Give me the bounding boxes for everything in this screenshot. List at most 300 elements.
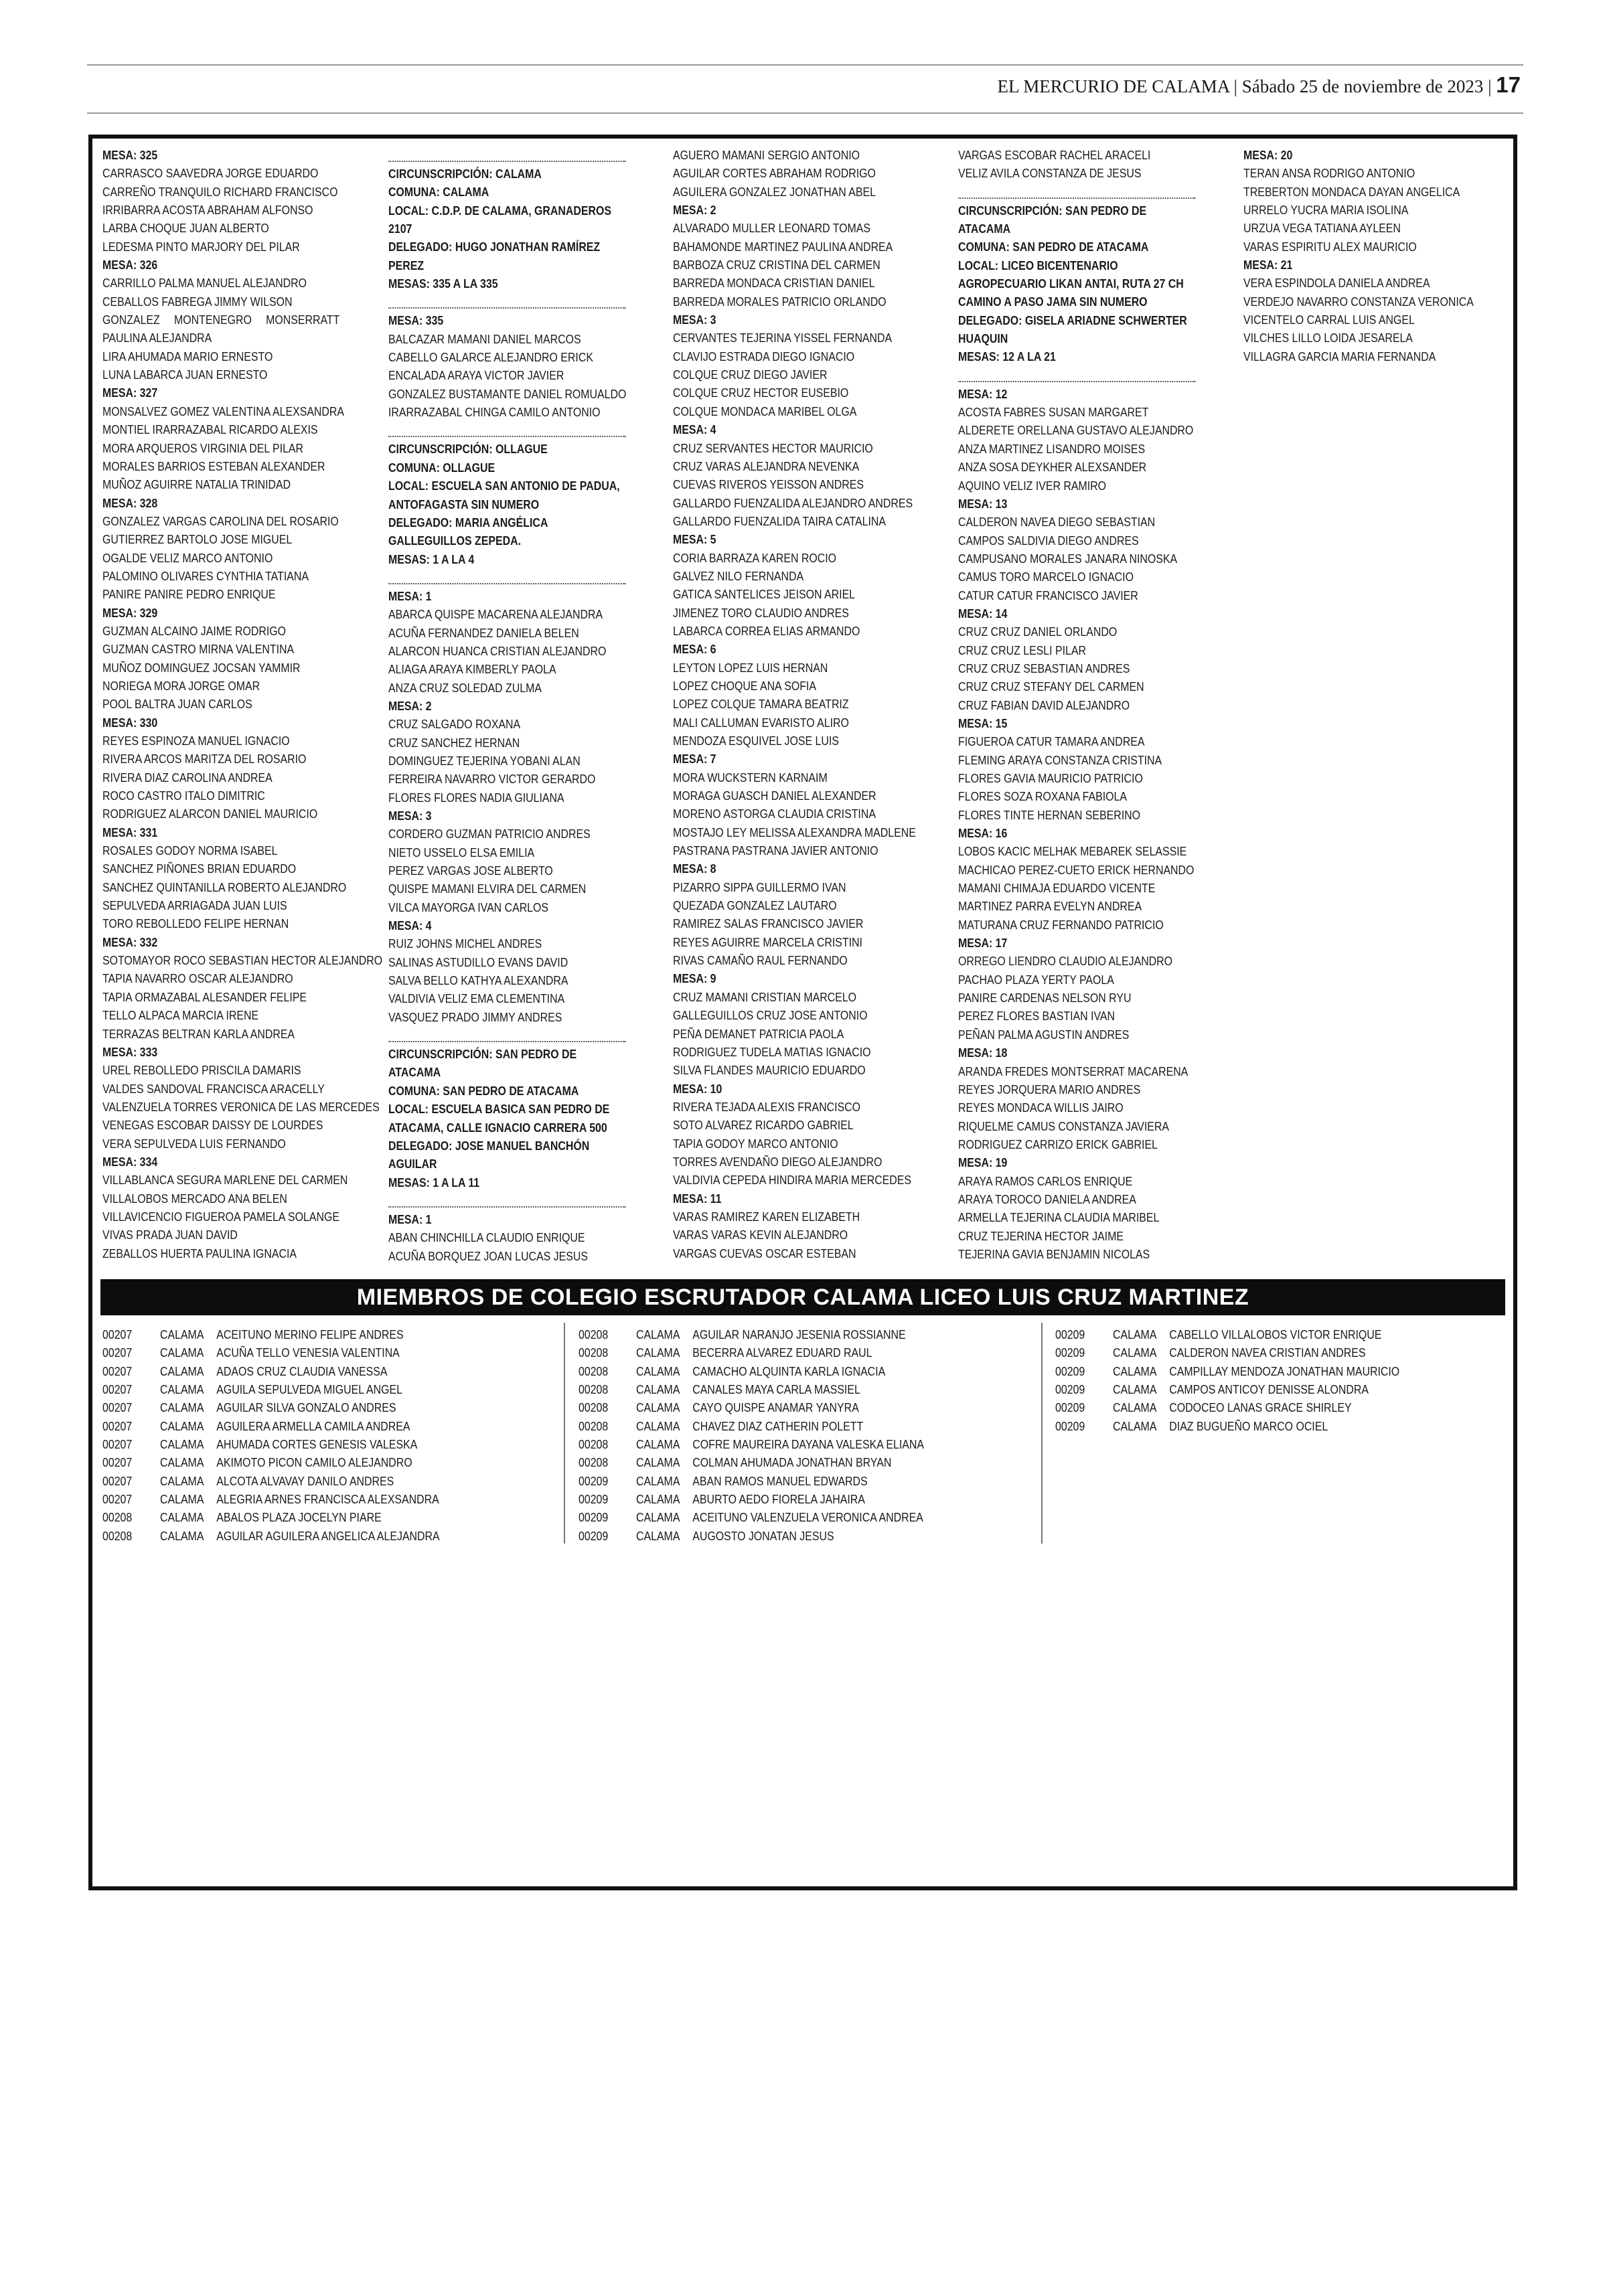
- member-name: AGUILAR SILVA GONZALO ANDRES: [216, 1400, 396, 1415]
- section-heading: COMUNA: OLLAGUE: [388, 460, 495, 475]
- section-heading: MESA: 327: [102, 386, 158, 400]
- voter-name: VENEGAS ESCOBAR DAISSY DE LOURDES: [102, 1118, 323, 1133]
- section-heading: MESA: 20: [1243, 148, 1293, 162]
- member-row: [579, 1417, 924, 1435]
- section-heading: MESA: 11: [673, 1191, 722, 1206]
- member-code: 00208: [579, 1455, 609, 1470]
- voter-name: RIVERA ARCOS MARITZA DEL ROSARIO: [102, 752, 307, 766]
- polling-list-column-5: [1243, 146, 1480, 365]
- voter-name: MACHICAO PEREZ-CUETO ERICK HERNANDO: [958, 862, 1195, 877]
- voter-name: MENDOZA ESQUIVEL JOSE LUIS: [673, 734, 839, 748]
- voter-name: LOPEZ CHOQUE ANA SOFIA: [673, 678, 816, 693]
- voter-name: BARREDA MORALES PATRICIO ORLANDO: [673, 294, 887, 309]
- voter-name: AGUERO MAMANI SERGIO ANTONIO: [673, 148, 860, 162]
- voter-name: REYES AGUIRRE MARCELA CRISTINI: [673, 934, 862, 949]
- voter-name: ALDERETE ORELLANA GUSTAVO ALEJANDRO: [958, 423, 1194, 438]
- voter-name: FLORES GAVIA MAURICIO PATRICIO: [958, 771, 1143, 785]
- voter-name: PANIRE PANIRE PEDRO ENRIQUE: [102, 587, 276, 602]
- member-row: [579, 1325, 924, 1343]
- members-divider: [564, 1323, 565, 1544]
- voter-name: ABAN CHINCHILLA CLAUDIO ENRIQUE: [388, 1230, 585, 1245]
- member-name: ABURTO AEDO FIORELA JAHAIRA: [692, 1492, 865, 1507]
- voter-name: ARAYA TOROCO DANIELA ANDREA: [958, 1192, 1136, 1206]
- voter-name: CALDERON NAVEA DIEGO SEBASTIAN: [958, 515, 1156, 529]
- section-heading: MESA: 16: [958, 826, 1008, 841]
- voter-name: GALVEZ NILO FERNANDA: [673, 568, 804, 583]
- voter-name: MALI CALLUMAN EVARISTO ALIRO: [673, 715, 849, 730]
- voter-name: BARREDA MONDACA CRISTIAN DANIEL: [673, 276, 875, 291]
- member-row: [102, 1343, 440, 1362]
- voter-name: REYES MONDACA WILLIS JAIRO: [958, 1100, 1124, 1115]
- voter-name: RIVERA DIAZ CAROLINA ANDREA: [102, 770, 273, 785]
- member-code: 00209: [579, 1492, 609, 1507]
- section-heading: MESA: 325: [102, 148, 158, 162]
- voter-name: URZUA VEGA TATIANA AYLEEN: [1243, 221, 1401, 236]
- voter-name: VALDES SANDOVAL FRANCISCA ARACELLY: [102, 1081, 325, 1096]
- voter-name: PEÑAN PALMA AGUSTIN ANDRES: [958, 1027, 1130, 1042]
- member-row: [579, 1343, 924, 1362]
- member-comuna: CALAMA: [160, 1327, 204, 1341]
- member-code: 00207: [102, 1492, 133, 1507]
- voter-name: GONZALEZ BUSTAMANTE DANIEL ROMUALDO: [388, 386, 627, 401]
- member-name: CANALES MAYA CARLA MASSIEL: [692, 1382, 860, 1397]
- voter-name: FIGUEROA CATUR TAMARA ANDREA: [958, 734, 1145, 749]
- voter-name: MONSALVEZ GOMEZ VALENTINA ALEXSANDRA: [102, 404, 345, 418]
- voter-name: GUZMAN CASTRO MIRNA VALENTINA: [102, 642, 295, 657]
- voter-name: GUTIERREZ BARTOLO JOSE MIGUEL: [102, 532, 293, 547]
- section-heading: MESAS: 12 A LA 21: [958, 349, 1056, 364]
- section-separator: [388, 421, 625, 437]
- member-code: 00208: [102, 1510, 133, 1525]
- voter-name: PEÑA DEMANET PATRICIA PAOLA: [673, 1026, 844, 1041]
- member-comuna: CALAMA: [636, 1345, 680, 1360]
- member-row: [1055, 1362, 1399, 1380]
- member-name: AGUILAR AGUILERA ANGELICA ALEJANDRA: [216, 1528, 440, 1543]
- section-heading: CIRCUNSCRIPCIÓN: SAN PEDRO DE ATACAMA: [958, 203, 1147, 236]
- voter-name: FLORES TINTE HERNAN SEBERINO: [958, 807, 1141, 822]
- member-row: [579, 1398, 924, 1416]
- voter-name: ANZA SOSA DEYKHER ALEXSANDER: [958, 460, 1147, 475]
- member-row: [102, 1527, 440, 1545]
- section-heading: MESA: 329: [102, 605, 158, 620]
- member-code: 00207: [102, 1437, 133, 1452]
- voter-name: PEREZ FLORES BASTIAN IVAN: [958, 1009, 1116, 1023]
- voter-name: PASTRANA PASTRANA JAVIER ANTONIO: [673, 843, 878, 858]
- voter-name: CRUZ CRUZ SEBASTIAN ANDRES: [958, 661, 1130, 675]
- member-name: DIAZ BUGUEÑO MARCO OCIEL: [1169, 1418, 1328, 1433]
- voter-name: ORREGO LIENDRO CLAUDIO ALEJANDRO: [958, 954, 1173, 969]
- voter-name: ZEBALLOS HUERTA PAULINA IGNACIA: [102, 1246, 297, 1260]
- voter-name: ARMELLA TEJERINA CLAUDIA MARIBEL: [958, 1210, 1160, 1225]
- voter-name: TERAN ANSA RODRIGO ANTONIO: [1243, 166, 1415, 181]
- member-row: [102, 1417, 440, 1435]
- member-code: 00208: [579, 1345, 609, 1360]
- voter-name: COLQUE MONDACA MARIBEL OLGA: [673, 404, 857, 418]
- member-row: [102, 1490, 440, 1508]
- section-heading: DELEGADO: HUGO JONATHAN RAMÍREZ PEREZ: [388, 240, 601, 272]
- section-heading: LOCAL: LICEO BICENTENARIO AGROPECUARIO LIKAN ANTAI, RUTA 27 CH CAMINO A PASO JAMA SIN NUMERO: [958, 258, 1184, 309]
- section-heading: LOCAL: ESCUELA BASICA SAN PEDRO DE ATACAMA, CALLE IGNACIO CARRERA 500: [388, 1102, 610, 1135]
- polling-list-column-2: [388, 146, 625, 1265]
- voter-name: CRUZ SERVANTES HECTOR MAURICIO: [673, 440, 873, 455]
- voter-name: CARREÑO TRANQUILO RICHARD FRANCISCO: [102, 184, 338, 199]
- member-row: [1055, 1343, 1399, 1362]
- voter-name: VALENZUELA TORRES VERONICA DE LAS MERCEDES: [102, 1099, 380, 1114]
- voter-name: CATUR CATUR FRANCISCO JAVIER: [958, 588, 1138, 602]
- voter-name: FLORES SOZA ROXANA FABIOLA: [958, 789, 1127, 804]
- voter-name: TAPIA ORMAZABAL ALESANDER FELIPE: [102, 989, 307, 1004]
- member-code: 00207: [102, 1327, 133, 1341]
- voter-name: CABELLO GALARCE ALEJANDRO ERICK: [388, 350, 593, 365]
- voter-name: VARAS RAMIREZ KAREN ELIZABETH: [673, 1209, 860, 1224]
- member-name: ACUÑA TELLO VENESIA VALENTINA: [216, 1345, 400, 1360]
- member-name: AHUMADA CORTES GENESIS VALESKA: [216, 1437, 418, 1452]
- member-code: 00209: [579, 1528, 609, 1543]
- voter-name: RUIZ JOHNS MICHEL ANDRES: [388, 936, 542, 951]
- voter-name: RIVAS CAMAÑO RAUL FERNANDO: [673, 953, 848, 968]
- voter-name: CLAVIJO ESTRADA DIEGO IGNACIO: [673, 349, 855, 363]
- polling-list-column-4: [958, 146, 1195, 1263]
- voter-name: SANCHEZ QUINTANILLA ROBERTO ALEJANDRO: [102, 880, 347, 894]
- voter-name: SALVA BELLO KATHYA ALEXANDRA: [388, 973, 568, 988]
- voter-name: VILLAGRA GARCIA MARIA FERNANDA: [1243, 349, 1436, 363]
- section-heading: DELEGADO: MARIA ANGÉLICA GALLEGUILLOS ZEPEDA.: [388, 515, 548, 548]
- section-heading: MESA: 1: [388, 588, 432, 603]
- member-comuna: CALAMA: [160, 1364, 204, 1378]
- voter-name: VERA ESPINDOLA DANIELA ANDREA: [1243, 276, 1430, 291]
- voter-name: RODRIGUEZ CARRIZO ERICK GABRIEL: [958, 1137, 1158, 1151]
- member-comuna: CALAMA: [636, 1364, 680, 1378]
- voter-name: ACUÑA BORQUEZ JOAN LUCAS JESUS: [388, 1248, 588, 1263]
- member-code: 00209: [1055, 1327, 1085, 1341]
- member-name: BECERRA ALVAREZ EDUARD RAUL: [692, 1345, 872, 1360]
- voter-name: POOL BALTRA JUAN CARLOS: [102, 697, 252, 712]
- voter-name: CEBALLOS FABREGA JIMMY WILSON: [102, 294, 293, 309]
- voter-name: LUNA LABARCA JUAN ERNESTO: [102, 367, 268, 382]
- voter-name: VILLAVICENCIO FIGUEROA PAMELA SOLANGE: [102, 1209, 339, 1224]
- member-code: 00207: [102, 1473, 133, 1488]
- member-name: COFRE MAUREIRA DAYANA VALESKA ELIANA: [692, 1437, 924, 1452]
- voter-name: LIRA AHUMADA MARIO ERNESTO: [102, 349, 273, 363]
- section-heading: MESA: 326: [102, 258, 158, 272]
- voter-name: RODRIGUEZ TUDELA MATIAS IGNACIO: [673, 1044, 871, 1059]
- voter-name: VALDIVIA CEPEDA HINDIRA MARIA MERCEDES: [673, 1173, 912, 1187]
- section-heading: MESA: 333: [102, 1044, 158, 1059]
- voter-name: VERA SEPULVEDA LUIS FERNANDO: [102, 1136, 286, 1151]
- voter-name: MORA ARQUEROS VIRGINIA DEL PILAR: [102, 440, 304, 455]
- section-heading: MESA: 1: [388, 1212, 432, 1226]
- voter-name: CRUZ VARAS ALEJANDRA NEVENKA: [673, 459, 860, 473]
- voter-name: VARAS ESPIRITU ALEX MAURICIO: [1243, 239, 1417, 254]
- page-number: 17: [1496, 72, 1521, 97]
- section-heading: MESA: 17: [958, 936, 1008, 951]
- voter-name: PEREZ VARGAS JOSE ALBERTO: [388, 864, 553, 878]
- section-heading: MESA: 13: [958, 496, 1008, 511]
- section-heading: MESA: 21: [1243, 258, 1293, 272]
- section-heading: COMUNA: SAN PEDRO DE ATACAMA: [958, 240, 1149, 254]
- member-code: 00207: [102, 1418, 133, 1433]
- voter-name: CORDERO GUZMAN PATRICIO ANDRES: [388, 827, 591, 841]
- section-heading: LOCAL: C.D.P. DE CALAMA, GRANADEROS 2107: [388, 203, 611, 236]
- member-row: [102, 1435, 440, 1453]
- voter-name: CORIA BARRAZA KAREN ROCIO: [673, 550, 837, 565]
- member-row: [102, 1325, 440, 1343]
- voter-name: LEYTON LOPEZ LUIS HERNAN: [673, 660, 828, 675]
- page-header: [87, 64, 1523, 114]
- voter-name: IRARRAZABAL CHINGA CAMILO ANTONIO: [388, 405, 601, 420]
- member-name: ADAOS CRUZ CLAUDIA VANESSA: [216, 1364, 388, 1378]
- voter-name: ANZA MARTINEZ LISANDRO MOISES: [958, 441, 1146, 456]
- section-heading: COMUNA: SAN PEDRO DE ATACAMA: [388, 1083, 579, 1098]
- member-row: [102, 1398, 440, 1416]
- member-row: [579, 1490, 924, 1508]
- member-name: CAMACHO ALQUINTA KARLA IGNACIA: [692, 1364, 886, 1378]
- voter-name: VARGAS CUEVAS OSCAR ESTEBAN: [673, 1246, 856, 1260]
- voter-name: GATICA SANTELICES JEISON ARIEL: [673, 587, 856, 602]
- section-heading: MESA: 330: [102, 715, 158, 730]
- member-name: AGUILERA ARMELLA CAMILA ANDREA: [216, 1418, 410, 1433]
- newspaper-name: EL MERCURIO DE CALAMA: [997, 76, 1229, 96]
- voter-name: PACHAO PLAZA YERTY PAOLA: [958, 972, 1114, 987]
- voter-name: ABARCA QUISPE MACARENA ALEJANDRA: [388, 607, 603, 622]
- section-heading: LOCAL: ESCUELA SAN ANTONIO DE PADUA, ANTOFAGASTA SIN NUMERO: [388, 479, 620, 511]
- member-code: 00208: [579, 1382, 609, 1397]
- member-row: [579, 1508, 924, 1526]
- section-heading: MESA: 3: [388, 809, 432, 823]
- voter-name: VIVAS PRADA JUAN DAVID: [102, 1228, 238, 1242]
- voter-name: MATURANA CRUZ FERNANDO PATRICIO: [958, 917, 1164, 932]
- member-code: 00209: [579, 1473, 609, 1488]
- voter-name: PANIRE CARDENAS NELSON RYU: [958, 991, 1132, 1005]
- member-name: AGUILA SEPULVEDA MIGUEL ANGEL: [216, 1382, 402, 1397]
- section-heading: DELEGADO: GISELA ARIADNE SCHWERTER HUAQUIN: [958, 313, 1187, 346]
- member-code: 00207: [102, 1400, 133, 1415]
- voter-name: CRUZ SALGADO ROXANA: [388, 717, 521, 732]
- member-comuna: CALAMA: [160, 1492, 204, 1507]
- voter-name: ROSALES GODOY NORMA ISABEL: [102, 843, 278, 858]
- member-row: [1055, 1398, 1399, 1416]
- member-row: [1055, 1417, 1399, 1435]
- member-name: CAMPILLAY MENDOZA JONATHAN MAURICIO: [1169, 1364, 1400, 1378]
- section-heading: MESA: 334: [102, 1154, 158, 1169]
- voter-name: URRELO YUCRA MARIA ISOLINA: [1243, 203, 1409, 218]
- voter-name: BAHAMONDE MARTINEZ PAULINA ANDREA: [673, 239, 893, 254]
- voter-name: TEJERINA GAVIA BENJAMIN NICOLAS: [958, 1246, 1150, 1261]
- voter-name: RODRIGUEZ ALARCON DANIEL MAURICIO: [102, 807, 318, 821]
- member-code: 00208: [579, 1437, 609, 1452]
- voter-name: VASQUEZ PRADO JIMMY ANDRES: [388, 1009, 562, 1024]
- member-row: [102, 1508, 440, 1526]
- section-heading: MESA: 3: [673, 313, 716, 327]
- member-name: ALEGRIA ARNES FRANCISCA ALEXSANDRA: [216, 1492, 439, 1507]
- members-divider: [1041, 1323, 1043, 1544]
- voter-name: MARTINEZ PARRA EVELYN ANDREA: [958, 899, 1142, 914]
- section-heading: MESA: 2: [388, 698, 432, 713]
- voter-name: DOMINGUEZ TEJERINA YOBANI ALAN: [388, 753, 581, 768]
- voter-name: VARGAS ESCOBAR RACHEL ARACELI: [958, 148, 1151, 162]
- members-column-2: [579, 1325, 924, 1545]
- member-name: CHAVEZ DIAZ CATHERIN POLETT: [692, 1418, 864, 1433]
- voter-name: CRUZ CRUZ STEFANY DEL CARMEN: [958, 679, 1144, 694]
- voter-name: VILCA MAYORGA IVAN CARLOS: [388, 900, 549, 914]
- voter-name: NIETO USSELO ELSA EMILIA: [388, 845, 535, 859]
- voter-name: CRUZ MAMANI CRISTIAN MARCELO: [673, 989, 857, 1004]
- voter-name: CAMPOS SALDIVIA DIEGO ANDRES: [958, 533, 1139, 548]
- voter-name: TREBERTON MONDACA DAYAN ANGELICA: [1243, 184, 1460, 199]
- member-code: 00207: [102, 1345, 133, 1360]
- section-separator: [388, 293, 625, 309]
- member-comuna: CALAMA: [160, 1418, 204, 1433]
- section-heading: COMUNA: CALAMA: [388, 185, 489, 199]
- voter-name: OGALDE VELIZ MARCO ANTONIO: [102, 550, 273, 565]
- voter-name: PALOMINO OLIVARES CYNTHIA TATIANA: [102, 568, 309, 583]
- section-separator: [388, 568, 625, 584]
- member-comuna: CALAMA: [636, 1492, 680, 1507]
- voter-name: ARAYA RAMOS CARLOS ENRIQUE: [958, 1173, 1133, 1188]
- members-column-3: [1055, 1325, 1399, 1435]
- member-code: 00209: [1055, 1382, 1085, 1397]
- voter-name: BARBOZA CRUZ CRISTINA DEL CARMEN: [673, 258, 881, 272]
- voter-name: ALVARADO MULLER LEONARD TOMAS: [673, 221, 871, 236]
- voter-name: CARRILLO PALMA MANUEL ALEJANDRO: [102, 276, 307, 291]
- member-comuna: CALAMA: [160, 1437, 204, 1452]
- voter-name: LEDESMA PINTO MARJORY DEL PILAR: [102, 239, 300, 254]
- voter-name: VALDIVIA VELIZ EMA CLEMENTINA: [388, 991, 565, 1006]
- voter-name: JIMENEZ TORO CLAUDIO ANDRES: [673, 605, 849, 620]
- voter-name: CERVANTES TEJERINA YISSEL FERNANDA: [673, 331, 893, 345]
- member-comuna: CALAMA: [636, 1382, 680, 1397]
- voter-name: FLORES FLORES NADIA GIULIANA: [388, 790, 564, 805]
- voter-name: VILLALOBOS MERCADO ANA BELEN: [102, 1191, 287, 1206]
- section-heading: MESA: 15: [958, 716, 1008, 730]
- member-row: [579, 1435, 924, 1453]
- member-comuna: CALAMA: [1113, 1345, 1157, 1360]
- section-heading: MESA: 2: [673, 203, 716, 218]
- voter-name: ROCO CASTRO ITALO DIMITRIC: [102, 789, 265, 803]
- voter-name: SANCHEZ PIÑONES BRIAN EDUARDO: [102, 862, 297, 876]
- section-heading: MESAS: 335 A LA 335: [388, 276, 498, 291]
- section-heading: CIRCUNSCRIPCIÓN: CALAMA: [388, 167, 542, 181]
- member-comuna: CALAMA: [1113, 1364, 1157, 1378]
- member-comuna: CALAMA: [1113, 1400, 1157, 1415]
- member-comuna: CALAMA: [160, 1510, 204, 1525]
- section-heading: MESA: 328: [102, 495, 158, 510]
- voter-name: QUEZADA GONZALEZ LAUTARO: [673, 898, 837, 913]
- voter-name: MORA WUCKSTERN KARNAIM: [673, 770, 828, 785]
- member-name: CODOCEO LANAS GRACE SHIRLEY: [1169, 1400, 1352, 1415]
- voter-name: CARRASCO SAAVEDRA JORGE EDUARDO: [102, 166, 319, 181]
- section-heading: MESAS: 1 A LA 11: [388, 1175, 480, 1190]
- member-name: ACEITUNO MERINO FELIPE ANDRES: [216, 1327, 404, 1341]
- member-comuna: CALAMA: [636, 1418, 680, 1433]
- voter-name: LABARCA CORREA ELIAS ARMANDO: [673, 623, 860, 638]
- voter-name: TERRAZAS BELTRAN KARLA ANDREA: [102, 1026, 295, 1041]
- member-name: AGUILAR NARANJO JESENIA ROSSIANNE: [692, 1327, 906, 1341]
- voter-name: SEPULVEDA ARRIAGADA JUAN LUIS: [102, 898, 287, 913]
- member-name: ABAN RAMOS MANUEL EDWARDS: [692, 1473, 868, 1488]
- voter-name: GONZALEZ MONTENEGRO MONSERRATT PAULINA ALEJANDRA: [102, 313, 340, 345]
- section-heading: MESA: 332: [102, 934, 158, 949]
- voter-name: TORO REBOLLEDO FELIPE HERNAN: [102, 916, 289, 931]
- voter-name: MAMANI CHIMAJA EDUARDO VICENTE: [958, 881, 1156, 896]
- member-comuna: CALAMA: [160, 1345, 204, 1360]
- section-heading: MESA: 10: [673, 1081, 722, 1096]
- member-comuna: CALAMA: [636, 1473, 680, 1488]
- voter-name: IRRIBARRA ACOSTA ABRAHAM ALFONSO: [102, 203, 313, 218]
- member-row: [579, 1472, 924, 1490]
- voter-name: CRUZ SANCHEZ HERNAN: [388, 735, 520, 750]
- voter-name: VARAS VARAS KEVIN ALEJANDRO: [673, 1228, 848, 1242]
- voter-name: ACUÑA FERNANDEZ DANIELA BELEN: [388, 625, 579, 640]
- voter-name: MORAGA GUASCH DANIEL ALEXANDER: [673, 789, 876, 803]
- voter-name: VERDEJO NAVARRO CONSTANZA VERONICA: [1243, 294, 1474, 309]
- member-code: 00207: [102, 1382, 133, 1397]
- member-name: CAYO QUISPE ANAMAR YANYRA: [692, 1400, 859, 1415]
- voter-name: UREL REBOLLEDO PRISCILA DAMARIS: [102, 1063, 301, 1078]
- section-heading: MESA: 14: [958, 606, 1008, 621]
- member-row: [579, 1527, 924, 1545]
- voter-name: VELIZ AVILA CONSTANZA DE JESUS: [958, 166, 1142, 181]
- section-heading: MESA: 4: [673, 422, 716, 437]
- section-heading: DELEGADO: JOSE MANUEL BANCHÓN AGUILAR: [388, 1138, 590, 1171]
- member-code: 00208: [579, 1364, 609, 1378]
- voter-name: REYES JORQUERA MARIO ANDRES: [958, 1082, 1141, 1096]
- member-name: CAMPOS ANTICOY DENISSE ALONDRA: [1169, 1382, 1369, 1397]
- voter-name: SALINAS ASTUDILLO EVANS DAVID: [388, 955, 568, 969]
- section-separator: [388, 1192, 625, 1208]
- member-row: [102, 1380, 440, 1398]
- member-row: [1055, 1380, 1399, 1398]
- member-row: [579, 1362, 924, 1380]
- voter-name: CUEVAS RIVEROS YEISSON ANDRES: [673, 477, 864, 492]
- voter-name: BALCAZAR MAMANI DANIEL MARCOS: [388, 331, 581, 346]
- member-comuna: CALAMA: [160, 1528, 204, 1543]
- voter-name: NORIEGA MORA JORGE OMAR: [102, 678, 260, 693]
- member-comuna: CALAMA: [1113, 1327, 1157, 1341]
- voter-name: QUISPE MAMANI ELVIRA DEL CARMEN: [388, 882, 587, 896]
- section-separator: [388, 146, 625, 162]
- voter-name: ALARCON HUANCA CRISTIAN ALEJANDRO: [388, 643, 607, 658]
- section-heading: MESA: 331: [102, 825, 158, 839]
- member-name: ABALOS PLAZA JOCELYN PIARE: [216, 1510, 382, 1525]
- voter-name: TELLO ALPACA MARCIA IRENE: [102, 1008, 259, 1023]
- member-comuna: CALAMA: [636, 1510, 680, 1525]
- member-comuna: CALAMA: [1113, 1418, 1157, 1433]
- member-code: 00209: [1055, 1418, 1085, 1433]
- voter-name: GONZALEZ VARGAS CAROLINA DEL ROSARIO: [102, 513, 339, 528]
- voter-name: TORRES AVENDAÑO DIEGO ALEJANDRO: [673, 1154, 883, 1169]
- member-code: 00207: [102, 1455, 133, 1470]
- voter-name: TAPIA NAVARRO OSCAR ALEJANDRO: [102, 971, 293, 986]
- section-heading: MESA: 12: [958, 386, 1008, 401]
- issue-date: Sábado 25 de noviembre de 2023: [1241, 76, 1484, 96]
- section-heading: MESA: 7: [673, 752, 716, 766]
- voter-name: ALIAGA ARAYA KIMBERLY PAOLA: [388, 662, 556, 677]
- section-heading: MESA: 6: [673, 642, 716, 657]
- voter-name: MOSTAJO LEY MELISSA ALEXANDRA MADLENE: [673, 825, 916, 839]
- member-comuna: CALAMA: [636, 1327, 680, 1341]
- member-name: AKIMOTO PICON CAMILO ALEJANDRO: [216, 1455, 412, 1470]
- voter-name: SOTO ALVAREZ RICARDO GABRIEL: [673, 1118, 854, 1133]
- member-code: 00208: [579, 1418, 609, 1433]
- voter-name: SILVA FLANDES MAURICIO EDUARDO: [673, 1063, 866, 1078]
- members-column-1: [102, 1325, 440, 1545]
- voter-name: AGUILAR CORTES ABRAHAM RODRIGO: [673, 166, 876, 181]
- member-comuna: CALAMA: [1113, 1382, 1157, 1397]
- member-comuna: CALAMA: [160, 1382, 204, 1397]
- section-separator: [958, 366, 1195, 382]
- member-row: [102, 1453, 440, 1471]
